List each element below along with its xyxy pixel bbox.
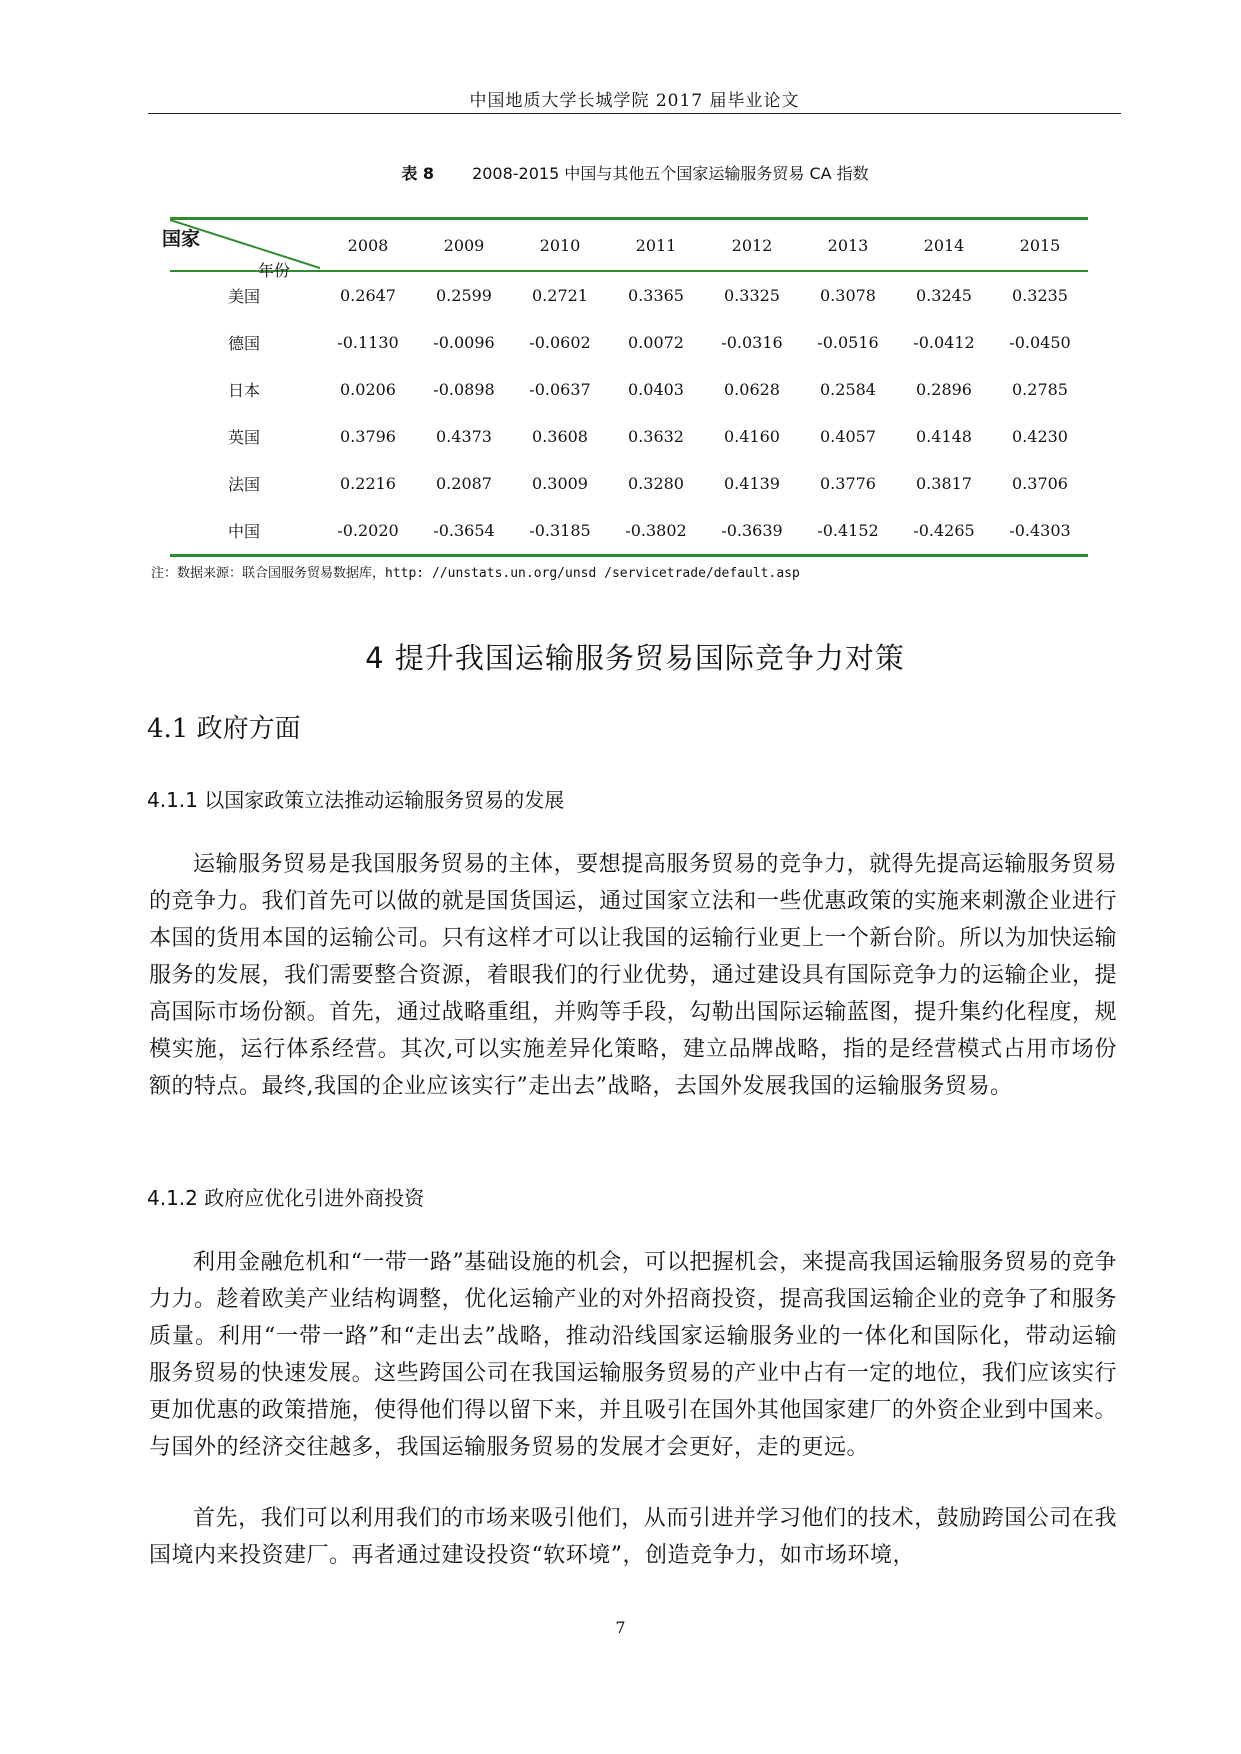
value-cell: 0.2896: [916, 380, 972, 399]
year-header: 2013: [800, 219, 896, 272]
value-cell: 0.0628: [724, 380, 780, 399]
country-cell: 英国: [228, 428, 261, 447]
value-cell: 0.0403: [628, 380, 684, 399]
country-cell: 法国: [228, 475, 261, 494]
value-cell: 0.3009: [532, 474, 588, 493]
value-cell: 0.3078: [820, 286, 876, 305]
table-row: [170, 413, 1088, 460]
body-paragraph: 首先，我们可以利用我们的市场来吸引他们，从而引进并学习他们的技术，鼓励跨国公司在我国境内来投资建厂。再者通过建设投资“软环境”，创造竞争力，如市场环境，: [149, 1506, 1117, 1568]
value-cell: -0.3802: [608, 507, 704, 556]
country-cell: 德国: [228, 334, 261, 353]
year-header: 2008: [320, 219, 416, 272]
year-header: 2009: [416, 219, 512, 272]
country-cell: 美国: [228, 287, 261, 306]
corner-year-label: 年份: [258, 261, 291, 280]
country-cell: 日本: [228, 381, 261, 400]
value-cell: 0.0206: [340, 380, 396, 399]
value-cell: 0.3235: [1012, 286, 1068, 305]
value-cell: 0.4160: [724, 427, 780, 446]
value-cell: -0.4265: [896, 507, 992, 556]
corner-country-label: 国家: [162, 228, 201, 250]
value-cell: -0.3639: [704, 507, 800, 556]
value-cell: -0.0516: [817, 333, 879, 352]
value-cell: 0.3632: [628, 427, 684, 446]
year-header: 2010: [512, 219, 608, 272]
value-cell: -0.4303: [992, 507, 1088, 556]
value-cell: 0.3280: [628, 474, 684, 493]
country-cell: 中国: [170, 507, 320, 556]
section-title: 4.1 政府方面: [147, 714, 301, 744]
value-cell: 0.3706: [1012, 474, 1068, 493]
value-cell: 0.2216: [340, 474, 396, 493]
table-row: [170, 319, 1088, 366]
table-row: [170, 460, 1088, 507]
value-cell: -0.2020: [320, 507, 416, 556]
value-cell: 0.2599: [436, 286, 492, 305]
value-cell: 0.2785: [1012, 380, 1068, 399]
table-row: [170, 366, 1088, 413]
table-row: [170, 271, 1088, 319]
chapter-title: 4 提升我国运输服务贸易国际竞争力对策: [365, 641, 905, 675]
table-row: [170, 507, 1088, 556]
value-cell: 0.4057: [820, 427, 876, 446]
value-cell: -0.0602: [529, 333, 591, 352]
value-cell: -0.0450: [1009, 333, 1071, 352]
page-header: 中国地质大学长城学院 2017 届毕业论文: [469, 91, 800, 111]
value-cell: 0.4139: [724, 474, 780, 493]
value-cell: 0.2721: [532, 286, 588, 305]
value-cell: 0.3365: [628, 286, 684, 305]
value-cell: 0.4373: [436, 427, 492, 446]
subsection-title: 4.1.2 政府应优化引进外商投资: [147, 1186, 425, 1210]
value-cell: 0.3608: [532, 427, 588, 446]
subsection-title: 4.1.1 以国家政策立法推动运输服务贸易的发展: [147, 788, 565, 812]
value-cell: -0.4152: [800, 507, 896, 556]
header-divider: [148, 113, 1121, 114]
value-cell: 0.3245: [916, 286, 972, 305]
table-corner-cell: [162, 219, 320, 280]
value-cell: 0.3796: [340, 427, 396, 446]
value-cell: 0.3776: [820, 474, 876, 493]
value-cell: -0.0096: [433, 333, 495, 352]
value-cell: 0.2087: [436, 474, 492, 493]
page-number: 7: [615, 1618, 626, 1637]
table-caption-label: 表 8: [401, 164, 435, 183]
body-paragraph: 利用金融危机和“一带一路”基础设施的机会，可以把握机会，来提高我国运输服务贸易的竞争力力。趁着欧美产业结构调整，优化运输产业的对外招商投资，提高我国运输企业的竞争了和服务质量。利用“一带一路”和“走出去”战略，推动沿线国家运输服务业的一体化和国际化，带动运输服务贸易的快速发展。这些跨国公司在我国运输服务贸易的产业中占有一定的地位，我们应该实行更加优惠的政策措施，使得他们得以留下来，并且吸引在国外其他国家建厂的外资企业到中国来。与国外的经济交往越多，我国运输服务贸易的发展才会更好，走的更远。: [149, 1250, 1117, 1460]
value-cell: 0.2584: [820, 380, 876, 399]
ca-index-table: [162, 217, 1088, 557]
table-caption-text: 2008-2015 中国与其他五个国家运输服务贸易 CA 指数: [472, 164, 869, 183]
table-header-row: [170, 219, 1088, 272]
value-cell: -0.1130: [337, 333, 399, 352]
body-paragraph: 运输服务贸易是我国服务贸易的主体，要想提高服务贸易的竞争力，就得先提高运输服务贸易的竞争力。我们首先可以做的就是国货国运，通过国家立法和一些优惠政策的实施来刺激企业进行本国的货用本国的运输公司。只有这样才可以让我国的运输行业更上一个新台阶。所以为加快运输服务的发展，我们需要整合资源，着眼我们的行业优势，通过建设具有国际竞争力的运输企业，提高国际市场份额。首先，通过战略重组，并购等手段，勾勒出国际运输蓝图，提升集约化程度，规模实施，运行体系经营。其次,可以实施差异化策略，建立品牌战略，指的是经营模式占用市场份额的特点。最终,我国的企业应该实行”走出去”战略，去国外发展我国的运输服务贸易。: [149, 852, 1117, 1099]
year-header: 2012: [704, 219, 800, 272]
value-cell: -0.0898: [433, 380, 495, 399]
value-cell: -0.0637: [529, 380, 591, 399]
value-cell: 0.4230: [1012, 427, 1068, 446]
value-cell: 0.2647: [340, 286, 396, 305]
year-header: 2011: [608, 219, 704, 272]
value-cell: 0.4148: [916, 427, 972, 446]
year-header: 2015: [992, 219, 1088, 272]
table-source-note: 注：数据来源：联合国服务贸易数据库，http: //unstats.un.org/unsd /servicetrade/default.asp: [151, 566, 800, 581]
year-header: 2014: [896, 219, 992, 272]
value-cell: -0.0316: [721, 333, 783, 352]
value-cell: 0.3325: [724, 286, 780, 305]
value-cell: -0.3654: [416, 507, 512, 556]
value-cell: -0.3185: [512, 507, 608, 556]
value-cell: -0.0412: [913, 333, 975, 352]
value-cell: 0.3817: [916, 474, 972, 493]
value-cell: 0.0072: [628, 333, 684, 352]
table-caption: [150, 161, 1120, 184]
